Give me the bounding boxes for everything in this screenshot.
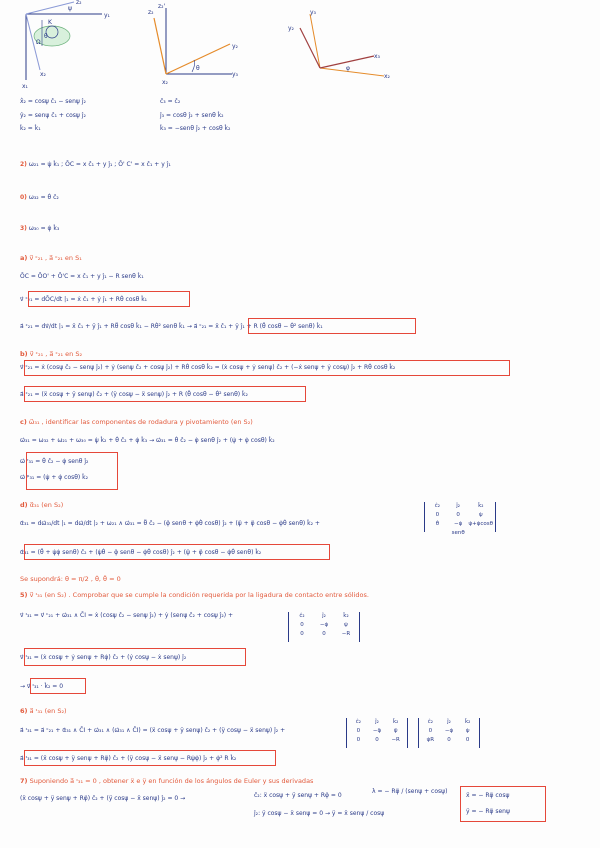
line-text: v⃗ ᶜ₂₁ = dŌC/dt |₁ = ẋ ĉ₁ + ẏ ĵ₁ + Rθ̇ cosθ k̂₁ [20, 296, 148, 303]
matrix-cell: −φ̇ [319, 622, 329, 628]
line-text: Se supondrá: θ = π/2 , θ̇, θ̈ = 0 [20, 575, 121, 583]
line-text: α⃗₃₁ = dω⃗₃₁/dt |₁ = dω⃗/dt |₂ + ω₂₁ ∧ ω⃗₃₁ = θ̈ ĉ₂ − (φ̈ senθ + φ̇θ̇ cosθ) ĵ₂ + (ψ̈ + φ̈ cosθ − φ̇θ̇ senθ) k̂₂ + [20, 520, 320, 527]
matrix-cell: 0 [356, 737, 361, 743]
matrix-cell: ĵ₂ [447, 719, 451, 725]
label-y3: y₃ [310, 9, 316, 16]
line-text: v⃗ ᶦ₃₁ (en S₂) . Comprobar que se cumple la condición requerida por la ligadura de contacto entre sólidos. [29, 591, 369, 599]
item-number: d) [20, 501, 28, 509]
highlight-box [248, 318, 416, 334]
line-text: a⃗ ᶦ₃₁ = a⃗ ᶜ₂₁ + α⃗₃₁ ∧ C̄I + ω⃗₃₁ ∧ (ω⃗₃₁ ∧ C̄I) = (ẍ cosψ + ÿ senψ) ĉ₂ + (ÿ cosψ − ẍ senψ) ĵ₂ + [20, 727, 286, 734]
item-number: c) [20, 418, 27, 426]
highlight-box [30, 678, 86, 694]
matrix-cell: ĉ₂ [434, 503, 440, 509]
matrix-cell: ψ̇R [426, 737, 435, 743]
label-theta: θ [44, 33, 48, 40]
relation: k̂₃ = −senθ ĵ₂ + cosθ k̂₂ [160, 125, 231, 132]
matrix-cell: ĉ₂ [299, 613, 305, 619]
eq-j2: ĵ₂: ÿ cosψ − ẍ senψ = 0 → ÿ = ẍ senψ / cosψ [254, 810, 385, 817]
matrix-cell: ψ̇ [478, 512, 483, 518]
matrix-cell: k̂₂ [343, 613, 349, 619]
highlight-box [24, 544, 330, 560]
item-number: 7) [20, 777, 28, 785]
highlight-box [24, 386, 306, 402]
solution-line [20, 592, 369, 599]
solution-line [20, 576, 121, 583]
item-number: 5) [20, 591, 28, 599]
eq-c2: ĉ₂: ẍ cosψ + ÿ senψ + Rφ̈ = 0 [254, 792, 342, 799]
label-x2: x₂ [384, 73, 390, 80]
matrix-cell: −R [341, 631, 351, 637]
highlight-box [24, 648, 246, 666]
label-x1: x₁ [22, 83, 28, 90]
matrix-cell: ψ̇+φ̇cosθ [468, 521, 493, 527]
matrix-cell: ψ̇ [344, 622, 348, 628]
matrix-cell: k̂₂ [478, 503, 484, 509]
matrix-cell: ψ̇ [465, 728, 470, 734]
solution-line [20, 708, 67, 715]
solution-line [20, 778, 313, 785]
label-omega: Ω [36, 39, 41, 46]
matrix-cell: 0 [447, 737, 451, 743]
solution-line [20, 419, 253, 426]
matrix-cell: 0 [435, 512, 440, 518]
matrix-cell: ĵ₂ [375, 719, 379, 725]
solution-line [20, 351, 82, 358]
item-number: 6) [20, 707, 28, 715]
label-z2p: z₂' [158, 3, 166, 10]
solution-line [20, 225, 59, 232]
diagram-euler-1 [14, 0, 124, 90]
matrix-cell: 0 [428, 728, 433, 734]
line-text: ω₃₀ = φ̇ k̂₃ [28, 225, 60, 232]
solution-line [20, 612, 233, 619]
matrix-cell: k̂₂ [464, 719, 471, 725]
matrix-cell: ĵ₂ [322, 613, 326, 619]
line-text: v⃗ ᶜ₂₁ = ẋ (cosψ ĉ₂ − senψ ĵ₂) + ẏ (senψ ĉ₂ + cosψ ĵ₂) + Rθ̇ cosθ k̂₂ = (ẋ cosψ + ẏ senψ) ĉ₂ + (−ẋ senψ + ẏ cosψ) ĵ₂ + Rθ̇ cosθ k̂₂ [20, 364, 396, 371]
matrix-cell: ĉ₂ [355, 719, 361, 725]
line-text: α⃗₃₁ (en S₂) [29, 501, 64, 509]
label-x2: x₂ [40, 71, 46, 78]
label-x2: x₂ [162, 79, 168, 84]
matrix-cell: 0 [300, 622, 304, 628]
line-text: ŌC = ŌO' + Ō'C = x ĉ₁ + y ĵ₁ − R senθ k̂₁ [20, 273, 144, 280]
matrix-cell: ĉ₂ [427, 719, 433, 725]
highlight-box [24, 750, 276, 766]
highlight-box [24, 360, 510, 376]
line-text: ω₂₁ = ψ̇ k̂₁ ; ŌC = x ĉ₁ + y ĵ₁ ; Ō' C' = x ĉ₁ + y ĵ₁ [28, 161, 171, 168]
label-y1: y₁ [104, 12, 110, 19]
relation: x̂₂ = cosψ ĉ₁ − senψ ĵ₂ [20, 98, 86, 105]
matrix-cell: 0 [465, 737, 470, 743]
line-text: a⃗ ᶦ₃₁ = (ẍ cosψ + ÿ senψ + Rφ̈) ĉ₂ + (ÿ cosψ − ẍ senψ − Rψ̇φ̇) ĵ₂ + φ̇² R k̂₂ [20, 755, 237, 762]
line-text: v⃗ ᶜ₂₁ , a⃗ ᶜ₂₁ en S₁ [29, 254, 82, 262]
line-text: ω₃₂ = θ̇ ĉ₂ [28, 194, 59, 201]
label-z2: z₂ [148, 9, 154, 16]
matrix-cell: 0 [300, 631, 304, 637]
line-text: ω⃗ ᵖ₃₁ = (ψ̇ + φ̇ cosθ) k̂₂ [20, 474, 89, 481]
line-text: ω⃗₃₁ = ω₃₂ + ω₂₁ + ω₃₀ = ψ̇ k̂₂ + θ̇ ĉ₂ + φ̇ k̂₃ → ω⃗₃₁ = θ̇ ĉ₂ − φ̇ senθ ĵ₂ + (ψ̇ + φ̇ cosθ) k̂₂ [20, 437, 275, 444]
matrix-cell: −φ̇ senθ [451, 521, 465, 536]
label-phi: φ [346, 65, 350, 72]
line-text: ω⃗ ʳ₃₁ = θ̇ ĉ₂ − φ̇ senθ ĵ₂ [20, 458, 89, 465]
matrix-cell: 0 [356, 728, 361, 734]
label-y2: y₂ [288, 25, 294, 32]
line-text: v⃗ ᶦ₃₁ = v⃗ ᶜ₂₁ + ω⃗₃₁ ∧ C̄I = ẋ (cosψ ĉ₂ − senψ ĵ₂) + ẏ (senψ ĉ₂ + cosψ ĵ₂) + [20, 612, 234, 619]
matrix-5 [288, 612, 360, 642]
matrix-cell: θ̇ [435, 521, 440, 527]
item-number: a) [20, 254, 28, 262]
line-text: ω⃗₃₁ , identificar las componentes de rodadura y pivotamiento (en S₂) [28, 418, 253, 426]
label-x3: x₃ [374, 53, 380, 60]
line-text: a⃗ ᶜ₂₁ = (ẍ cosψ + ÿ senψ) ĉ₂ + (ÿ cosψ − ẍ senψ) ĵ₂ + R (θ̈ cosθ − θ̇² senθ) k̂₂ [20, 391, 248, 398]
solution-line [20, 273, 144, 280]
solution-line [20, 437, 275, 444]
line-text: a⃗ ᶦ₃₁ (en S₂) [29, 707, 67, 715]
diagram-euler-3 [284, 6, 394, 82]
matrix-cell: −R [391, 737, 400, 743]
eq-lambda: λ = − Rφ̈ / (senψ + cosψ) [372, 788, 448, 795]
line-text: Suponiendo a⃗ ᶦ₃₁ = 0 , obtener ẍ e ÿ en función de los ángulos de Euler y sus derivadas [29, 777, 314, 785]
line-text: (ẍ cosψ + ÿ senψ + Rφ̈) ĉ₂ + (ÿ cosψ − ẍ senψ) ĵ₂ = 0 → [20, 795, 186, 802]
solution-line [20, 194, 59, 201]
relation: ĵ₃ = cosθ ĵ₂ + senθ k̂₂ [160, 112, 224, 119]
matrix-cell: ψ̈ [393, 728, 398, 734]
item-number: 0) [20, 194, 27, 201]
result-xddot: ẍ = − Rφ̈ cosψ [466, 792, 510, 799]
relation: ŷ₂ = senψ ĉ₁ + cosψ ĵ₂ [20, 112, 86, 119]
result-yddot: ÿ = − Rφ̈ senψ [466, 808, 510, 815]
label-z2: z₂ [76, 0, 82, 6]
item-number: 3) [20, 225, 27, 232]
matrix-cell: 0 [322, 631, 326, 637]
matrix-6a [346, 718, 408, 748]
relation: ĉ₃ = ĉ₂ [160, 98, 181, 105]
highlight-box [26, 452, 118, 490]
solution-line [20, 795, 185, 802]
matrix-d [424, 502, 496, 536]
label-theta: θ [196, 65, 200, 72]
solution-line [20, 502, 63, 509]
label-y3: y₃ [232, 71, 238, 78]
highlight-box [28, 291, 190, 307]
label-k: K [48, 19, 52, 26]
diagram-euler-2 [140, 0, 250, 84]
matrix-cell: 0 [375, 737, 379, 743]
line-text: v⃗ ᶦ₃₁ = (ẋ cosψ + ẏ senψ + Rφ̇) ĉ₂ + (ẏ cosψ − ẋ senψ) ĵ₂ [20, 654, 187, 661]
item-number: b) [20, 350, 28, 358]
matrix-cell: k̂₂ [392, 719, 399, 725]
item-number: 2) [20, 161, 27, 168]
matrix-cell: 0 [456, 512, 460, 518]
label-y2: y₂ [232, 43, 238, 50]
matrix-cell: −φ̈ [372, 728, 382, 734]
solution-line [20, 520, 320, 527]
relation: k̂₂ = k̂₁ [20, 125, 41, 132]
line-text: → v⃗ ᶦ₃₁ · k̂₂ = 0 [20, 683, 64, 690]
line-text: α⃗₃₁ = (θ̈ + ψ̇φ̇ senθ) ĉ₂ + (ψ̇θ̇ − φ̈ senθ − φ̇θ̇ cosθ) ĵ₂ + (ψ̈ + φ̈ cosθ − φ̇θ̇ senθ) k̂₂ [20, 549, 262, 556]
matrix-6b [418, 718, 480, 748]
matrix-cell: −φ̇ [444, 728, 454, 734]
line-text: v⃗ ᶜ₂₁ , a⃗ ᶜ₂₁ en S₂ [29, 350, 83, 358]
line-text: a⃗ ᶜ₂₁ = dv⃗/dt |₁ = ẍ ĉ₁ + ÿ ĵ₁ + Rθ̈ cosθ k̂₁ − Rθ̇² senθ k̂₁ → a⃗ ᶜ₂₁ = ẍ ĉ₁ + ÿ ĵ₁ + R (θ̈ cosθ − θ̇² senθ) k̂₁ [20, 323, 323, 330]
matrix-cell: ĵ₂ [456, 503, 460, 509]
solution-line [20, 727, 285, 734]
solution-line [20, 255, 82, 262]
label-psi: ψ [68, 5, 72, 12]
solution-line [20, 161, 171, 168]
